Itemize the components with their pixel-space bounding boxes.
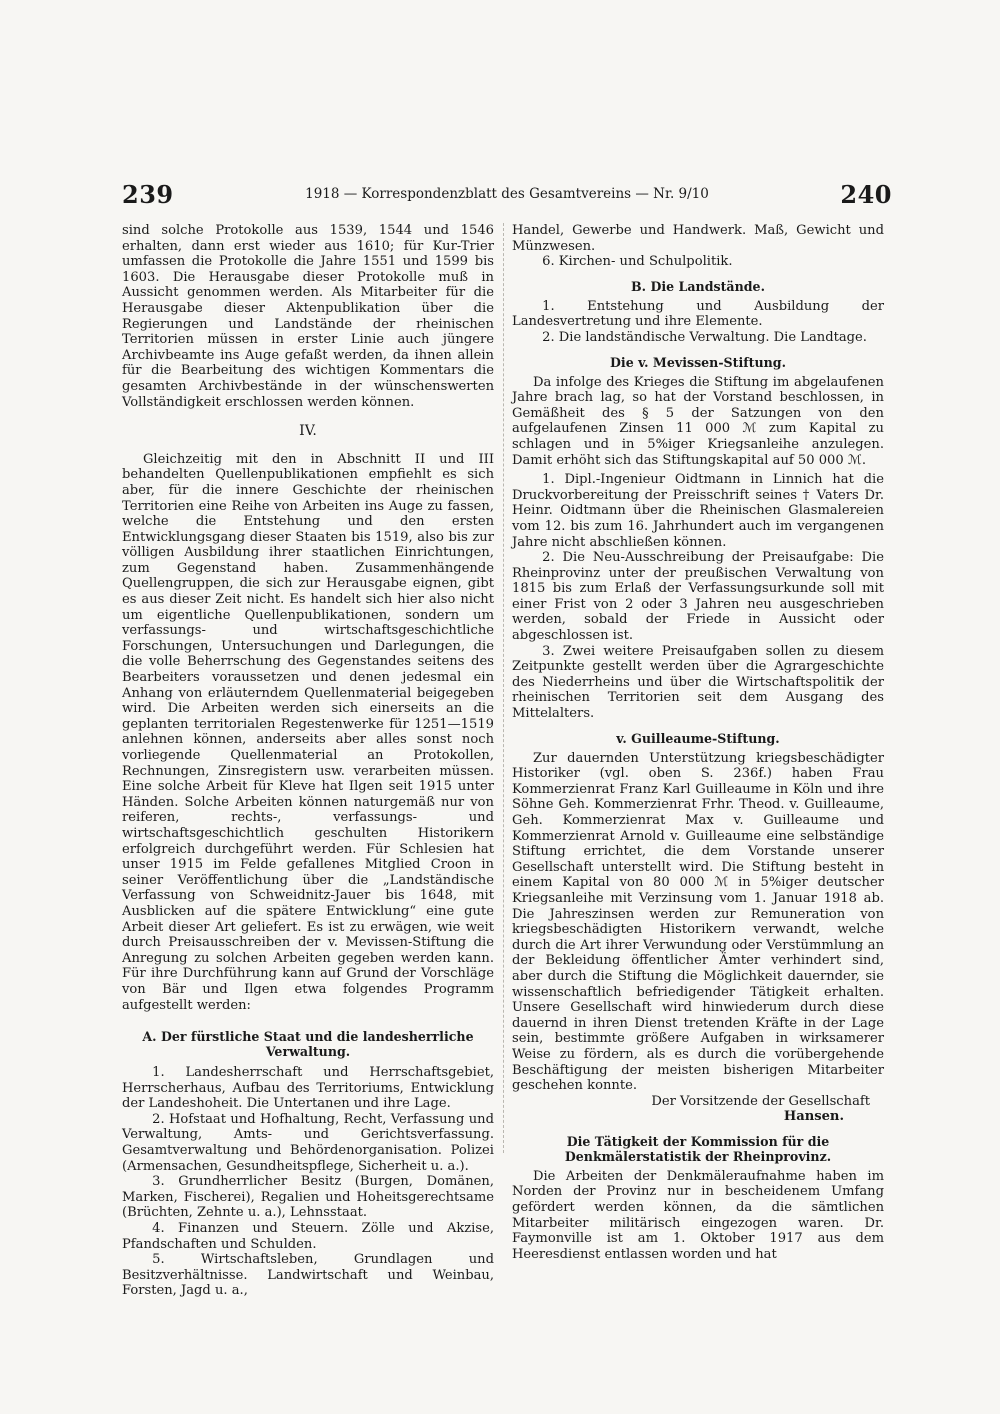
- list-item: 2. Die landständische Verwaltung. Die Landtage.: [542, 329, 867, 345]
- list-item: 5. Wirtschaftsleben, Grundlagen und Besitzverhältnisse. Landwirtschaft und Weinbau, Forsten, Jagd u. a.,: [122, 1252, 494, 1299]
- left-column: [122, 223, 494, 1299]
- guilleaume-heading: v. Guilleaume-Stiftung.: [616, 730, 780, 746]
- list-item: 3. Grundherrlicher Besitz (Burgen, Domänen, Marken, Fischerei), Regalien und Hoheitsgerechtsame (Brüchten, Zehnte u. a.), Lehnsstaat.: [122, 1174, 494, 1221]
- list-item: 1. Dipl.-Ingenieur Oidtmann in Linnich hat die Druckvorbereitung der Preisschrift seines † Vaters Dr. Heinr. Oidtmann über die Rheinischen Glasmalereien vom 12. bis zum 16. Jahrhundert auch im vergangenen Jahre nicht abschließen können.: [512, 472, 884, 550]
- guilleaume-paragraph: Zur dauernden Unterstützung kriegsbeschädigter Historiker (vgl. oben S. 236f.) haben Frau Kommerzienrat Franz Karl Guilleaume in Köln und ihre Söhne Geh. Kommerzienrat Frhr. Theod. v. Guilleaume, Geh. Kommerzienrat Max v. Guilleaume und Kommerzienrat Arnold v. Guilleaume eine selbständige Stiftung errichtet, die dem Vorstande unserer Gesellschaft unterstellt wird. Die Stiftung besteht in einem Kapital von 80 000 ℳ in 5%iger deutscher Kriegsanleihe mit Verzinsung vom 1. Januar 1918 ab. Die Jahreszinsen werden zur Remuneration von kriegsbeschädigten Historikern verwandt, welche durch die Art ihrer Verwundung oder Verstümmlung an der Bekleidung öffentlicher Ämter verhindert sind, aber durch die Stiftung die Möglichkeit dauernder, sie wissenschaftlich befriedigender Tätigkeit erhalten. Unsere Gesellschaft wird hinwiederum durch diese dauernd in ihren Dienst tretenden Kräfte in der Lage sein, bestimmte größere Aufgaben in wirksamerer Weise zu fördern, als es durch die vorübergehende Beschäftigung der meisten bisherigen Mitarbeiter geschehen konnte.: [512, 750, 884, 1094]
- kommission-heading: Die Tätigkeit der Kommission für die Denkmälerstatistik der Rheinprovinz.: [564, 1133, 832, 1164]
- mevissen-heading: Die v. Mevissen-Stiftung.: [610, 354, 786, 370]
- section-heading-iv: IV.: [299, 423, 317, 440]
- signature-name: Hansen.: [783, 1109, 844, 1125]
- page-header: [122, 180, 892, 210]
- list-item: 1. Entstehung und Ausbildung der Landesvertretung und ihre Elemente.: [512, 298, 884, 330]
- page-number-left: 239: [122, 180, 174, 209]
- paragraph-program: Gleichzeitig mit den in Abschnitt II und III behandelten Quellenpublikationen empfiehlt es sich aber, für die innere Geschichte der rheinischen Territorien eine Reihe von Arbeiten ins Auge zu fassen, welche die Entstehung und den ersten Entwicklungsgang dieser Staaten bis 1519, also bis zur völligen Ausbildung ihrer staatlichen Einrichtungen, zum Gegenstand haben. Zusammenhängende Quellengruppen, die sich zur Herausgabe eignen, gibt es aus dieser Zeit nicht. Es handelt sich hier also nicht um eigentliche Quellenpublikationen, sondern um verfassungs- und wirtschaftsgeschichtliche Forschungen, Untersuchungen und Darlegungen, die die volle Beherrschung des Gegenstandes seitens des Bearbeiters voraussetzen und denen jedesmal ein Anhang von erläuterndem Quellenmaterial beigegeben wird. Die Arbeiten werden sich einerseits an die geplanten territorialen Regestenwerke für 1251—1519 anlehnen können, anderseits aber alles sonst noch vorliegende Quellenmaterial an Protokollen, Rechnungen, Zinsregistern usw. verarbeiten müssen. Eine solche Arbeit für Kleve hat Ilgen seit 1915 unter Händen. Solche Arbeiten können naturgemäß nur von reiferen, rechts-, verfassungs- und wirtschaftsgeschichtlich geschulten Historikern erfolgreich durchgeführt werden. Für Schlesien hat unser 1915 im Felde gefallenes Mitglied Croon in seiner Veröffentlichung über die „Landständische Verfassung von Schweidnitz-Jauer bis 1648, mit Ausblicken auf die spätere Entwicklung“ eine gute Arbeit dieser Art geliefert. Es ist zu erwägen, wie weit durch Preisausschreiben der v. Mevissen-Stiftung die Anregung zu solchen Arbeiten gegeben werden kann. Für ihre Durchführung kann auf Grund der Vorschläge von Bär und Ilgen etwa folgendes Programm aufgestellt werden:: [122, 451, 494, 1013]
- section-heading-a: A. Der fürstliche Staat und die landesherrliche Verwaltung.: [142, 1029, 474, 1060]
- section-heading-b: B. Die Landstände.: [631, 278, 765, 294]
- column-divider: [503, 223, 504, 1153]
- list-item-continuation: Handel, Gewerbe und Handwerk. Maß, Gewicht und Münzwesen.: [512, 223, 884, 254]
- list-item: 2. Die Neu-Ausschreibung der Preisaufgabe: Die Rheinprovinz unter der preußischen Verwaltung von 1815 bis zum Erlaß der Verfassungsurkunde soll mit einer Frist von 2 oder 3 Jahren neu ausgeschrieben werden, sobald der Friede in Aussicht oder abgeschlossen ist.: [512, 550, 884, 644]
- right-column: [512, 223, 884, 1262]
- kommission-paragraph: Die Arbeiten der Denkmäleraufnahme haben im Norden der Provinz nur in bescheidenem Umfang gefördert werden können, da die sämtlichen Mitarbeiter militärisch eingezogen waren. Dr. Faymonville ist am 1. Oktober 1917 aus dem Heeresdienst entlassen worden und hat: [512, 1168, 884, 1262]
- list-item: 1. Landesherrschaft und Herrschaftsgebiet, Herrscherhaus, Aufbau des Territoriums, Entwicklung der Landeshoheit. Die Untertanen und ihre Lage.: [122, 1065, 494, 1112]
- list-item: 6. Kirchen- und Schulpolitik.: [542, 254, 733, 270]
- page-number-right: 240: [840, 180, 892, 209]
- mevissen-paragraph: Da infolge des Krieges die Stiftung im abgelaufenen Jahre brach lag, so hat der Vorstand beschlossen, in Gemäßheit des § 5 der Satzungen von den aufgelaufenen Zinsen 11 000 ℳ zum Kapital zu schlagen und in 5%iger Kriegsanleihe anzulegen. Damit erhöht sich das Stiftungskapital auf 50 000 ℳ.: [512, 374, 884, 468]
- running-title: 1918 — Korrespondenzblatt des Gesamtvereins — Nr. 9/10: [305, 186, 709, 202]
- list-item: 3. Zwei weitere Preisaufgaben sollen zu diesem Zeitpunkte gestellt werden über die Agrargeschichte des Niederrheins und über die Wirtschaftspolitik der rheinischen Territorien seit dem Ausgang des Mittelalters.: [512, 643, 884, 722]
- list-item: 4. Finanzen und Steuern. Zölle und Akzise, Pfandschaften und Schulden.: [122, 1221, 494, 1252]
- paragraph-continuation: sind solche Protokolle aus 1539, 1544 und 1546 erhalten, dann erst wieder aus 1610; für Kur-Trier umfassen die Protokolle die Jahre 1551 und 1599 bis 1603. Die Herausgabe dieser Protokolle muß in Aussicht genommen werden. Als Mitarbeiter für die Herausgabe dieser Aktenpublikation über die Regierungen und Landstände der rheinischen Territorien müssen in erster Linie auch jüngere Archivbeamte ins Auge gefaßt werden, da ihnen allein für die Bearbeitung des wichtigen Kommentars die gesamten Archivbestände in der wünschenswerten Vollständigkeit erschlossen werden können.: [122, 223, 494, 410]
- list-item: 2. Hofstaat und Hofhaltung, Recht, Verfassung und Verwaltung, Amts- und Gerichtsverfassung. Gesamtverwaltung und Behördenorganisation. Polizei (Armensachen, Gesundheitspflege, Sicherheit u. a.).: [122, 1111, 494, 1174]
- signature-title: Der Vorsitzende der Gesellschaft: [651, 1093, 870, 1109]
